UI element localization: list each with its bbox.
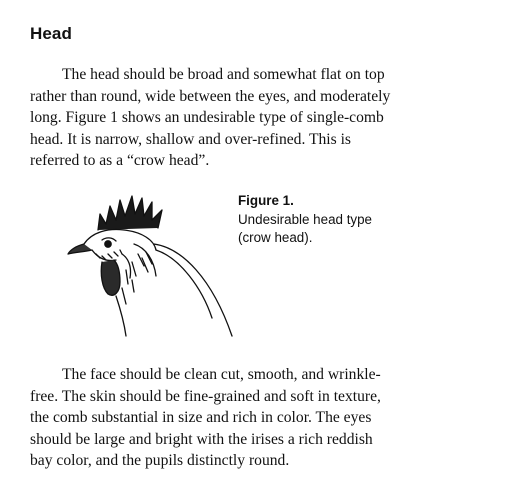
- eye-shape: [105, 241, 111, 247]
- paragraph-line: should be large and bright with the irises a rich reddish: [30, 430, 373, 448]
- paragraph-line: free. The skin should be fine-grained and soft in texture,: [30, 387, 381, 405]
- section-heading: Head: [30, 24, 72, 43]
- figure-caption: [238, 192, 372, 248]
- paragraph-line: The head should be broad and somewhat flat on top: [62, 66, 385, 83]
- paragraph-head-shape: [30, 64, 448, 172]
- paragraph-line: rather than round, wide between the eyes, and moderately: [30, 87, 391, 105]
- paragraph-line: head. It is narrow, shallow and over-refined. This is: [30, 130, 352, 148]
- caption-line: (crow head).: [238, 230, 313, 245]
- paragraph-line: bay color, and the pupils distinctly round.: [30, 452, 290, 470]
- caption-line: Undesirable head type: [238, 211, 372, 227]
- caption-title: Figure 1.: [238, 193, 294, 208]
- wattle-shape: [101, 260, 120, 295]
- paragraph-line: The face should be clean cut, smooth, and wrinkle-: [62, 366, 381, 383]
- comb-shape: [98, 196, 162, 230]
- paragraph-line: the comb substantial in size and rich in color. The eyes: [30, 409, 372, 427]
- paragraph-line: long. Figure 1 shows an undesirable type of single-comb: [30, 109, 384, 127]
- rooster-head-drawing: [62, 188, 238, 338]
- paragraph-face-features: [30, 364, 448, 472]
- paragraph-line: referred to as a “crow head”.: [30, 152, 210, 170]
- figure-crow-head-illustration: [62, 188, 238, 338]
- head-outline: [84, 230, 156, 250]
- beak-shape: [68, 244, 92, 254]
- neck-outline: [154, 244, 232, 336]
